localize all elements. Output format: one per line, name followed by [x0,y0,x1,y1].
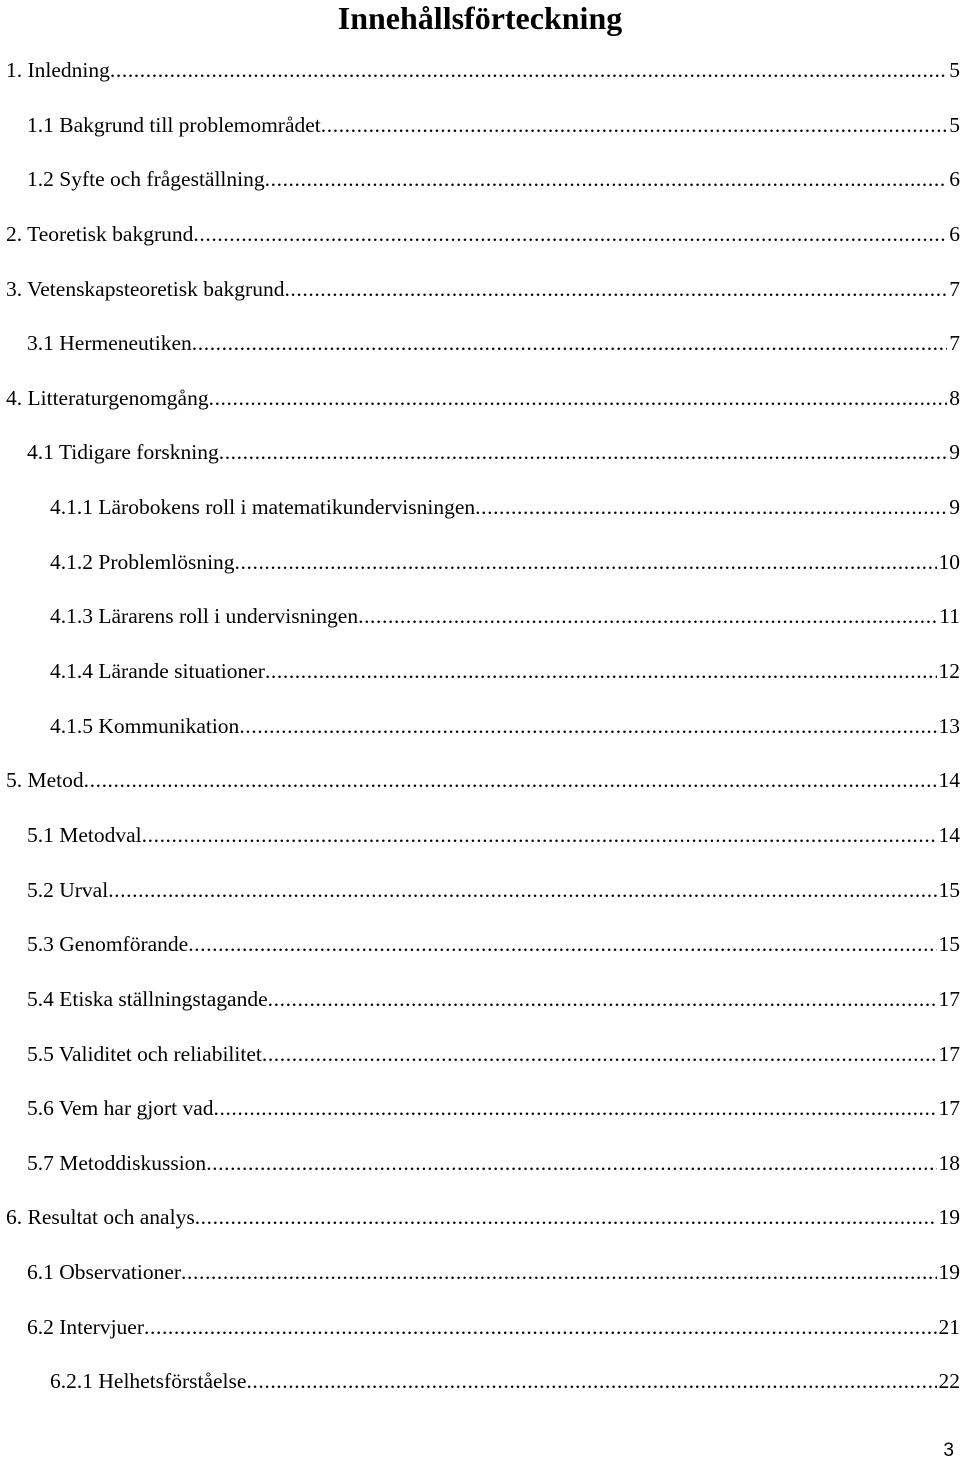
toc-entry-label: 4.1.3 Lärarens roll i undervisningen [50,604,359,629]
toc-dot-leader [475,487,947,527]
toc-entry-page: 18 [938,1150,960,1175]
toc-entry-label: 4.1.5 Kommunikation [50,713,240,738]
toc-entry-page: 13 [938,713,960,738]
toc-entry[interactable] [0,323,960,378]
toc-dot-leader [284,269,947,309]
toc-entry-page: 12 [938,659,960,684]
toc-entry[interactable] [0,924,960,979]
toc-entry-label: 4.1.1 Lärobokens roll i matematikundervisningen [50,495,476,520]
toc-dot-leader [195,1197,937,1237]
toc-entry-page: 19 [938,1260,960,1285]
toc-entry[interactable] [0,1197,960,1252]
toc-entry[interactable] [0,487,960,542]
toc-entry-page: 9 [949,440,960,465]
toc-dot-leader [192,323,947,363]
toc-entry-label: 4.1 Tidigare forskning [27,440,219,465]
toc-dot-leader [209,378,948,418]
toc-entry-page: 17 [938,986,960,1011]
toc-entry-label: 1.1 Bakgrund till problemområdet [27,112,321,137]
toc-dot-leader [108,870,936,910]
toc-entry-label: 5.2 Urval [27,877,109,902]
toc-entry[interactable] [0,1307,960,1362]
toc-entry-label: 5.4 Etiska ställningstagande [27,986,268,1011]
toc-entry[interactable] [0,596,960,651]
toc-entry[interactable] [0,870,960,925]
toc-entry[interactable] [0,159,960,214]
toc-dot-leader [265,159,948,199]
toc-dot-leader [206,1143,936,1183]
toc-entry-page: 17 [938,1096,960,1121]
toc-entry-label: 6. Resultat och analys [6,1205,195,1230]
toc-entry-page: 22 [938,1369,960,1394]
toc-dot-leader [110,50,947,90]
toc-entry-label: 1.2 Syfte och frågeställning [27,167,265,192]
toc-entry[interactable] [0,50,960,105]
toc-entry-label: 5.1 Metodval [27,822,142,847]
toc-entry-page: 10 [938,549,960,574]
toc-entry-label: 4.1.4 Lärande situationer [50,659,265,684]
toc-entry[interactable] [0,1143,960,1198]
toc-entry[interactable] [0,1088,960,1143]
toc-entry[interactable] [0,378,960,433]
toc-dot-leader [188,924,936,964]
toc-entry[interactable] [0,432,960,487]
toc-entry-page: 5 [949,112,960,137]
toc-entry[interactable] [0,979,960,1034]
toc-entry-page: 14 [938,768,960,793]
toc-dot-leader [268,979,937,1019]
toc-entry-page: 8 [949,385,960,410]
toc-dot-leader [262,1034,937,1074]
toc-entry-page: 14 [938,822,960,847]
toc-entry[interactable] [0,105,960,160]
toc-entry[interactable] [0,651,960,706]
toc-entry-page: 7 [949,276,960,301]
toc-entry-page: 17 [938,1041,960,1066]
toc-entry-page: 6 [949,167,960,192]
toc-entry-page: 19 [938,1205,960,1230]
toc-entry-label: 3.1 Hermeneutiken [27,331,192,356]
toc-dot-leader [193,214,947,254]
toc-entry[interactable] [0,1034,960,1089]
toc-entry[interactable] [0,269,960,324]
toc-entry-label: 5. Metod [6,768,84,793]
toc-entry-label: 4. Litteraturgenomgång [6,385,209,410]
toc-entry[interactable] [0,542,960,597]
toc-entry-label: 4.1.2 Problemlösning [50,549,235,574]
toc-entry[interactable] [0,1252,960,1307]
toc-list [0,50,960,1416]
toc-entry-page: 15 [938,877,960,902]
page-number: 3 [943,1440,954,1461]
toc-entry-label: 6.2.1 Helhetsförståelse [50,1369,247,1394]
toc-entry-page: 9 [949,495,960,520]
toc-entry-label: 1. Inledning [6,58,110,82]
toc-entry-label: 5.6 Vem har gjort vad [27,1096,214,1121]
toc-entry-page: 11 [939,604,960,629]
toc-dot-leader [181,1252,936,1292]
toc-dot-leader [144,1307,936,1347]
toc-entry[interactable] [0,1361,960,1416]
toc-entry-page: 5 [949,58,960,82]
toc-dot-leader [142,815,937,855]
toc-entry-page: 7 [949,331,960,356]
toc-title: Innehållsförteckning [337,0,623,36]
toc-entry[interactable] [0,706,960,761]
toc-entry-page: 21 [938,1314,960,1339]
toc-dot-leader [246,1361,936,1401]
toc-dot-leader [219,432,948,472]
toc-dot-leader [265,651,937,691]
toc-dot-leader [235,542,937,582]
toc-entry-page: 15 [938,932,960,957]
toc-entry[interactable] [0,760,960,815]
toc-entry-label: 2. Teoretisk bakgrund [6,221,194,246]
toc-dot-leader [214,1088,937,1128]
toc-entry-label: 5.7 Metoddiskussion [27,1150,207,1175]
toc-entry-label: 5.3 Genomförande [27,932,189,957]
toc-dot-leader [84,760,937,800]
toc-dot-leader [321,105,947,145]
toc-entry-label: 5.5 Validitet och reliabilitet [27,1041,262,1066]
toc-entry-page: 6 [949,221,960,246]
toc-entry[interactable] [0,214,960,269]
toc-dot-leader [239,706,936,746]
toc-dot-leader [358,596,937,636]
toc-entry-label: 3. Vetenskapsteoretisk bakgrund [6,276,285,301]
toc-entry-label: 6.2 Intervjuer [27,1314,145,1339]
toc-entry-label: 6.1 Observationer [27,1260,182,1285]
toc-entry[interactable] [0,815,960,870]
